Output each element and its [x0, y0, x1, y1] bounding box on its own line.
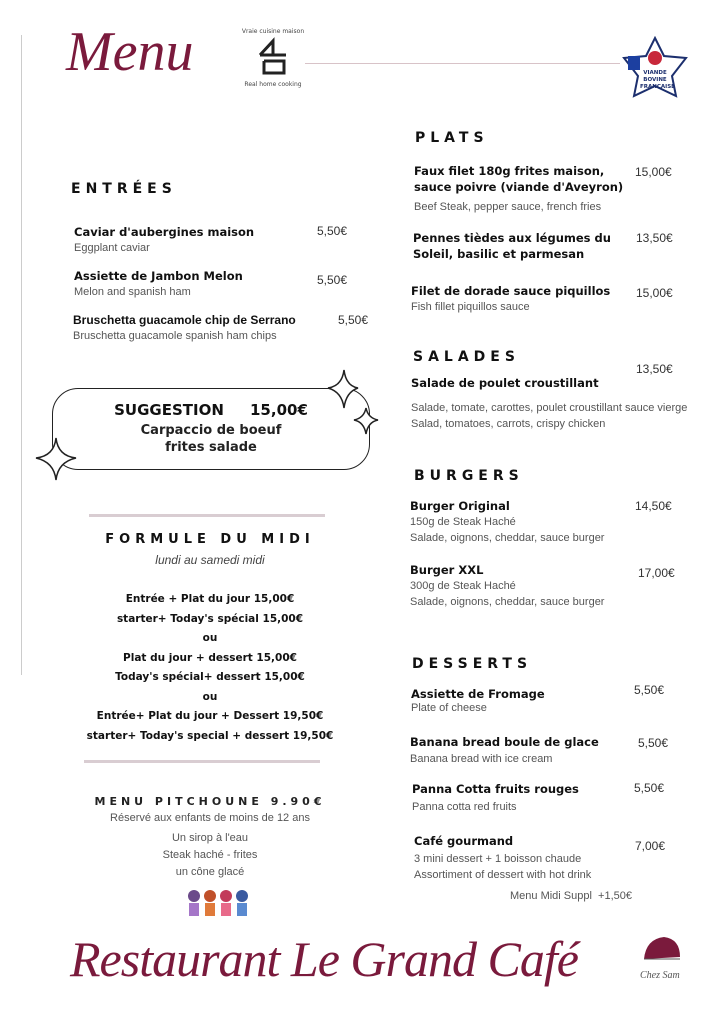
entree-price: 5,50€: [317, 224, 348, 238]
divider: [84, 760, 320, 763]
pitchoune-line: Steak haché - frites: [162, 849, 258, 861]
house-icon: [256, 37, 290, 77]
badge-bottom-text: Real home cooking: [244, 81, 302, 88]
salade-price: 13,50€: [636, 362, 673, 376]
entree-price: 5,50€: [317, 273, 348, 287]
plat-item: Filet de dorade sauce piquillos Fish fillet piquillos sauce: [411, 284, 611, 313]
badge-top-text: Vraie cuisine maison: [241, 28, 305, 35]
plat-price: 15,00€: [635, 165, 672, 179]
suggestion-line: Carpaccio de boeuf: [140, 423, 282, 438]
formule-line: ou: [202, 690, 218, 703]
salade-item: Salade de poulet croustillant Salade, tomate, carottes, poulet croustillant sauce vierge Salad, tomatoes, carrots, crispy chicken: [411, 376, 688, 430]
header-rule: [305, 63, 620, 64]
plat-item: Faux filet 180g frites maison, sauce poivre (viande d'Aveyron) Beef Steak, pepper sauce, french fries: [414, 164, 624, 213]
dessert-price: 7,00€: [635, 839, 666, 853]
dessert-item: Café gourmand 3 mini dessert + 1 boisson chaude Assortiment of dessert with hot drink: [414, 834, 592, 881]
pitchoune-note: Réservé aux enfants de moins de 12 ans: [110, 812, 310, 824]
burger-price: 17,00€: [638, 566, 675, 580]
formule-line: Plat du jour + dessert 15,00€: [123, 651, 297, 664]
formule-line: Today's spécial+ dessert 15,00€: [115, 671, 305, 683]
suggestion-label: SUGGESTION: [114, 401, 224, 419]
dessert-item: Assiette de Fromage Plate of cheese: [411, 687, 545, 714]
homemade-badge: [238, 28, 308, 98]
logo-label: VIANDE BOVINE FRANÇAISE: [640, 70, 675, 90]
kids-icon: [186, 888, 250, 918]
formule-line: starter+ Today's spécial 15,00€: [116, 612, 304, 625]
entree-item: Bruschetta guacamole chip de Serrano Bruschetta guacamole spanish ham chips: [73, 313, 296, 342]
logo-text: Chez Sam: [640, 970, 680, 981]
pitchoune-lines: [60, 830, 360, 881]
sparkle-icon: [34, 436, 78, 482]
entree-item: Assiette de Jambon Melon Melon and spanish ham: [74, 269, 243, 298]
viande-bovine-logo: [620, 36, 690, 98]
entrees-heading: ENTRÉES: [71, 181, 177, 197]
divider: [89, 514, 325, 517]
dessert-price: 5,50€: [634, 683, 665, 697]
plat-item: Pennes tièdes aux légumes du Soleil, basilic et parmesan: [413, 231, 611, 261]
left-border-line: [21, 35, 22, 675]
pitchoune-heading: MENU PITCHOUNE 9.90€: [94, 795, 326, 808]
hedgehog-logo-icon: [640, 933, 684, 965]
burger-item: Burger XXL 300g de Steak Haché Salade, oignons, cheddar, sauce burger: [410, 563, 605, 608]
formule-lines: [60, 590, 360, 746]
suggestion-line: frites salade: [165, 440, 257, 455]
formule-subtitle: lundi au samedi midi: [155, 553, 265, 567]
plats-heading: PLATS: [415, 130, 489, 146]
dessert-item: Banana bread boule de glace Banana bread with ice cream: [410, 735, 599, 765]
formule-heading: FORMULE DU MIDI: [105, 532, 315, 547]
burger-price: 14,50€: [635, 499, 672, 513]
plat-price: 15,00€: [636, 286, 673, 300]
formule-line: Entrée + Plat du jour 15,00€: [125, 593, 295, 605]
suggestion-price: 15,00€: [250, 401, 308, 419]
plat-price: 13,50€: [636, 231, 673, 245]
pitchoune-line: Un sirop à l'eau: [171, 832, 249, 844]
pitchoune-line: un cône glacé: [175, 866, 245, 878]
sparkle-icon: [322, 368, 382, 440]
dessert-price: 5,50€: [638, 736, 669, 750]
formule-line: starter+ Today's special + dessert 19,50€: [86, 729, 334, 742]
restaurant-name: Restaurant Le Grand Café: [70, 931, 578, 987]
salades-heading: SALADES: [413, 349, 520, 365]
burger-item: Burger Original 150g de Steak Haché Salade, oignons, cheddar, sauce burger: [410, 499, 605, 544]
entree-item: Caviar d'aubergines maison Eggplant caviar: [74, 225, 255, 254]
entree-price: 5,50€: [338, 313, 369, 327]
formule-line: Entrée+ Plat du jour + Dessert 19,50€: [96, 710, 324, 722]
burgers-heading: BURGERS: [414, 468, 524, 484]
desserts-heading: DESSERTS: [412, 656, 533, 672]
menu-midi-note: Menu Midi Suppl +1,50€: [510, 890, 632, 902]
dessert-item: Panna Cotta fruits rouges Panna cotta red fruits: [412, 782, 579, 813]
formule-line: ou: [202, 632, 218, 644]
menu-title: Menu: [66, 21, 194, 83]
dessert-price: 5,50€: [634, 781, 665, 795]
